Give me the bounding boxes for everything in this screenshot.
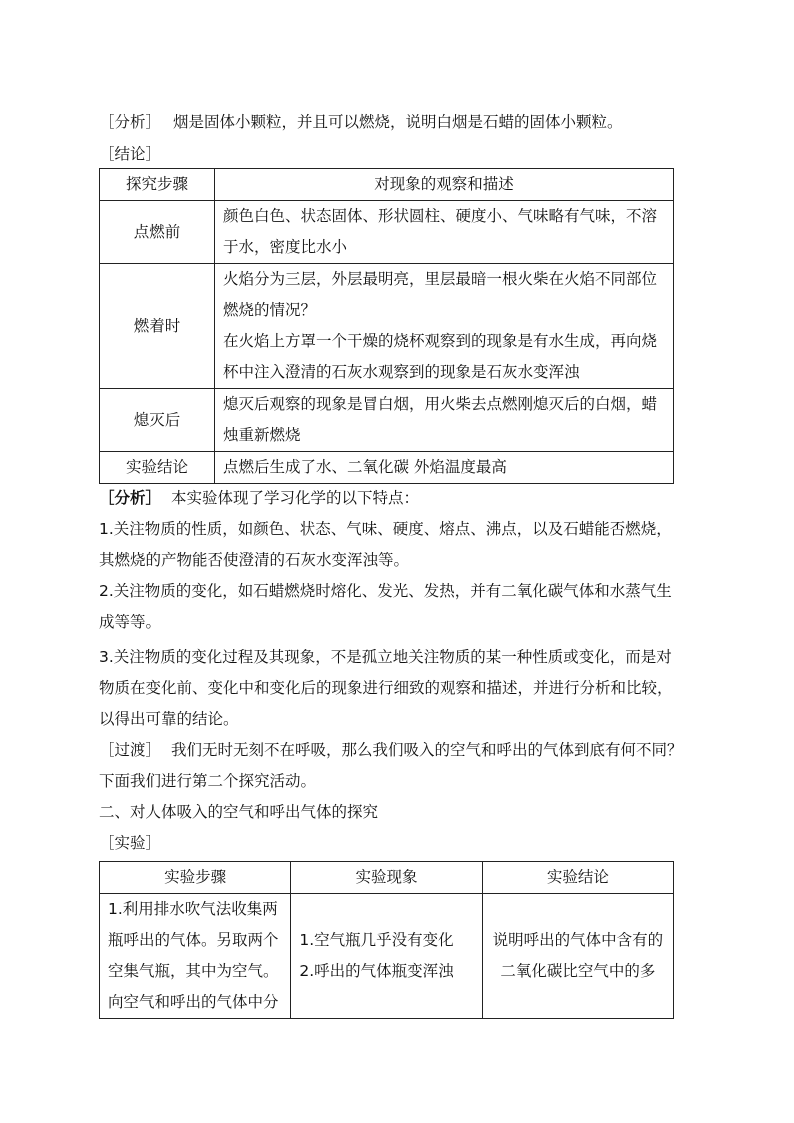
table-row xyxy=(100,452,674,484)
paragraph-line: 3.关注物质的变化过程及其现象，不是孤立地关注物质的某一种性质或变化，而是对 xyxy=(99,648,672,666)
paragraph-line: 以得出可靠的结论。 xyxy=(99,710,239,728)
analysis2-tag: ［分析］ xyxy=(99,489,162,507)
transition-line xyxy=(99,739,699,761)
table-row xyxy=(100,201,674,264)
analysis-paragraph xyxy=(99,111,699,133)
table-header-cell: 实验现象 xyxy=(291,862,482,894)
table-header-cell: 对现象的观察和描述 xyxy=(215,169,674,201)
paragraph-line: 其燃烧的产物能否使澄清的石灰水变浑浊等。 xyxy=(99,551,410,569)
conclusions-cell xyxy=(482,894,673,1019)
cell-line: 烛重新燃烧 xyxy=(223,426,301,444)
analysis2-heading xyxy=(99,487,699,509)
phenomena-cell xyxy=(291,894,482,1019)
transition-text: 我们无时无刻不在呼吸，那么我们吸入的空气和呼出的气体到底有何不同？ xyxy=(171,741,683,759)
step-cell: 点燃前 xyxy=(100,201,215,264)
cell-line: 点燃后生成了水、二氧化碳 外焰温度最高 xyxy=(223,458,507,476)
cell-line: 说明呼出的气体中含有的 xyxy=(492,931,664,949)
table-header-row xyxy=(100,862,674,894)
cell-line: 瓶呼出的气体。另取两个 xyxy=(108,931,279,949)
cell-line: 二氧化碳比空气中的多 xyxy=(500,962,656,980)
table-row xyxy=(100,264,674,389)
cell-line: 空集气瓶，其中为空气。 xyxy=(108,962,279,980)
step-cell: 实验结论 xyxy=(100,452,215,484)
description-cell xyxy=(215,452,674,484)
paragraph-line: 2.关注物质的变化，如石蜡燃烧时熔化、发光、发热，并有二氧化碳气体和水蒸气生 xyxy=(99,582,672,600)
cell-line: 1.空气瓶几乎没有变化 xyxy=(299,931,454,949)
table-header-cell: 实验结论 xyxy=(482,862,673,894)
description-cell xyxy=(215,389,674,452)
cell-line: 于水，密度比水小 xyxy=(223,238,348,256)
table-header-cell: 实验步骤 xyxy=(100,862,291,894)
transition-tag: ［过渡］ xyxy=(99,741,162,759)
description-cell xyxy=(215,264,674,389)
steps-cell xyxy=(100,894,291,1019)
cell-line: 杯中注入澄清的石灰水观察到的现象是石灰水变浑浊 xyxy=(223,363,580,381)
cell-line: 向空气和呼出的气体中分 xyxy=(108,993,279,1011)
table-row xyxy=(100,389,674,452)
cell-line: 燃烧的情况？ xyxy=(223,301,317,319)
paragraph-line: 1.关注物质的性质，如颜色、状态、气味、硬度、熔点、沸点，以及石蜡能否燃烧， xyxy=(99,520,672,538)
breath-experiment-table xyxy=(99,861,674,1019)
candle-observation-table xyxy=(99,168,674,484)
step-cell: 燃着时 xyxy=(100,264,215,389)
paragraph-line: 物质在变化前、变化中和变化后的现象进行细致的观察和描述，并进行分析和比较， xyxy=(99,679,673,697)
cell-line: 1.利用排水吹气法收集两 xyxy=(108,900,278,918)
analysis-tag: ［分析］ xyxy=(99,113,162,131)
table-header-row xyxy=(100,169,674,201)
cell-line: 2.呼出的气体瓶变浑浊 xyxy=(299,962,454,980)
cell-line: 火焰分为三层，外层最明亮，里层最暗一根火柴在火焰不同部位 xyxy=(223,270,658,288)
conclusion-tag: ［结论］ xyxy=(99,145,162,163)
analysis2-text: 本实验体现了学习化学的以下特点： xyxy=(171,489,420,507)
analysis-text: 烟是固体小颗粒，并且可以燃烧，说明白烟是石蜡的固体小颗粒。 xyxy=(173,113,623,131)
cell-line: 在火焰上方罩一个干燥的烧杯观察到的现象是有水生成，再向烧 xyxy=(223,332,658,350)
table-row xyxy=(100,894,674,1019)
paragraph-line: 成等等。 xyxy=(99,613,162,631)
cell-line: 熄灭后观察的现象是冒白烟，用火柴去点燃刚熄灭后的白烟，蜡 xyxy=(223,395,658,413)
experiment-tag: ［实验］ xyxy=(99,834,162,852)
description-cell xyxy=(215,201,674,264)
section-heading: 二、对人体吸入的空气和呼出气体的探究 xyxy=(99,803,379,821)
transition-line-2: 下面我们进行第二个探究活动。 xyxy=(99,772,317,790)
cell-line: 颜色白色、状态固体、形状圆柱、硬度小、气味略有气味，不溶 xyxy=(223,207,658,225)
step-cell: 熄灭后 xyxy=(100,389,215,452)
table-header-cell: 探究步骤 xyxy=(100,169,215,201)
